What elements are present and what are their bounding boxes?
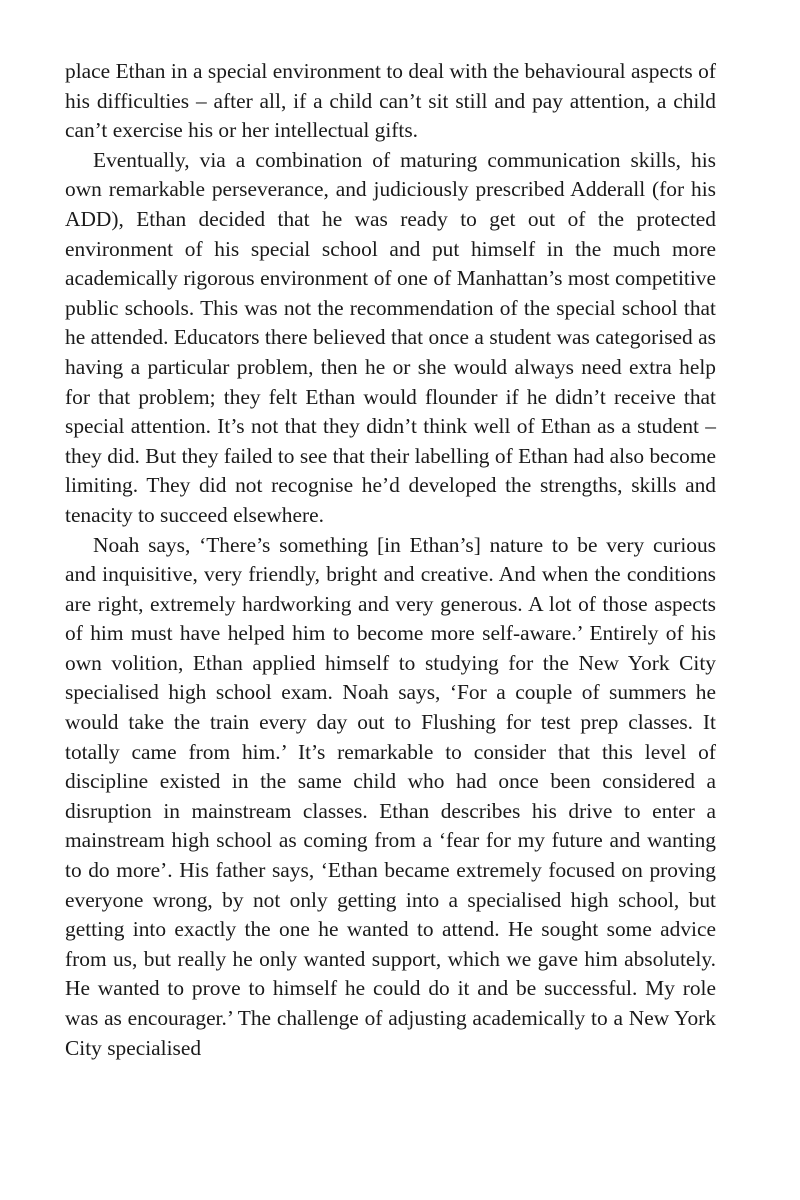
paragraph-continuation: place Ethan in a special environment to deal with the behavioural aspects of his difficulties – after all, if a child can’t sit still and pay attention, a child can’t exercise his or her intellectual gifts.	[65, 59, 716, 143]
page-body	[65, 57, 716, 1063]
paragraph-special-school: Eventually, via a combination of maturing communication skills, his own remarkable perseverance, and judiciously prescribed Adderall (for his ADD), Ethan decided that he was ready to get out of the protected environment of his special school and put himself in the much more academically rigorous environment of one of Manhattan’s most competitive public schools. This was not the recommendation of the special school that he attended. Educators there believed that once a student was categorised as having a particular problem, then he or she would always need extra help for that problem; they felt Ethan would flounder if he didn’t receive that special attention. It’s not that they didn’t think well of Ethan as a student – they did. But they failed to see that their labelling of Ethan had also become limiting. They did not recognise he’d developed the strengths, skills and tenacity to succeed elsewhere.	[65, 147, 716, 527]
paragraph-noah-quote: Noah says, ‘There’s something [in Ethan’s] nature to be very curious and inquisitive, very friendly, bright and creative. And when the conditions are right, extremely hardworking and very generous. A lot of those aspects of him must have helped him to become more self-aware.’ Entirely of his own volition, Ethan applied himself to studying for the New York City specialised high school exam. Noah says, ‘For a couple of summers he would take the train every day out to Flushing for test prep classes. It totally came from him.’ It’s remarkable to consider that this level of discipline existed in the same child who had once been considered a disruption in mainstream classes. Ethan describes his drive to enter a mainstream high school as coming from a ‘fear for my future and wanting to do more’. His father says, ‘Ethan became extremely focused on proving everyone wrong, by not only getting into a specialised high school, but getting into exactly the one he wanted to attend. He sought some advice from us, but really he only wanted support, which we gave him absolutely. He wanted to prove to himself he could do it and be successful. My role was as encourager.’ The challenge of adjusting academically to a New York City specialised	[65, 532, 716, 1060]
